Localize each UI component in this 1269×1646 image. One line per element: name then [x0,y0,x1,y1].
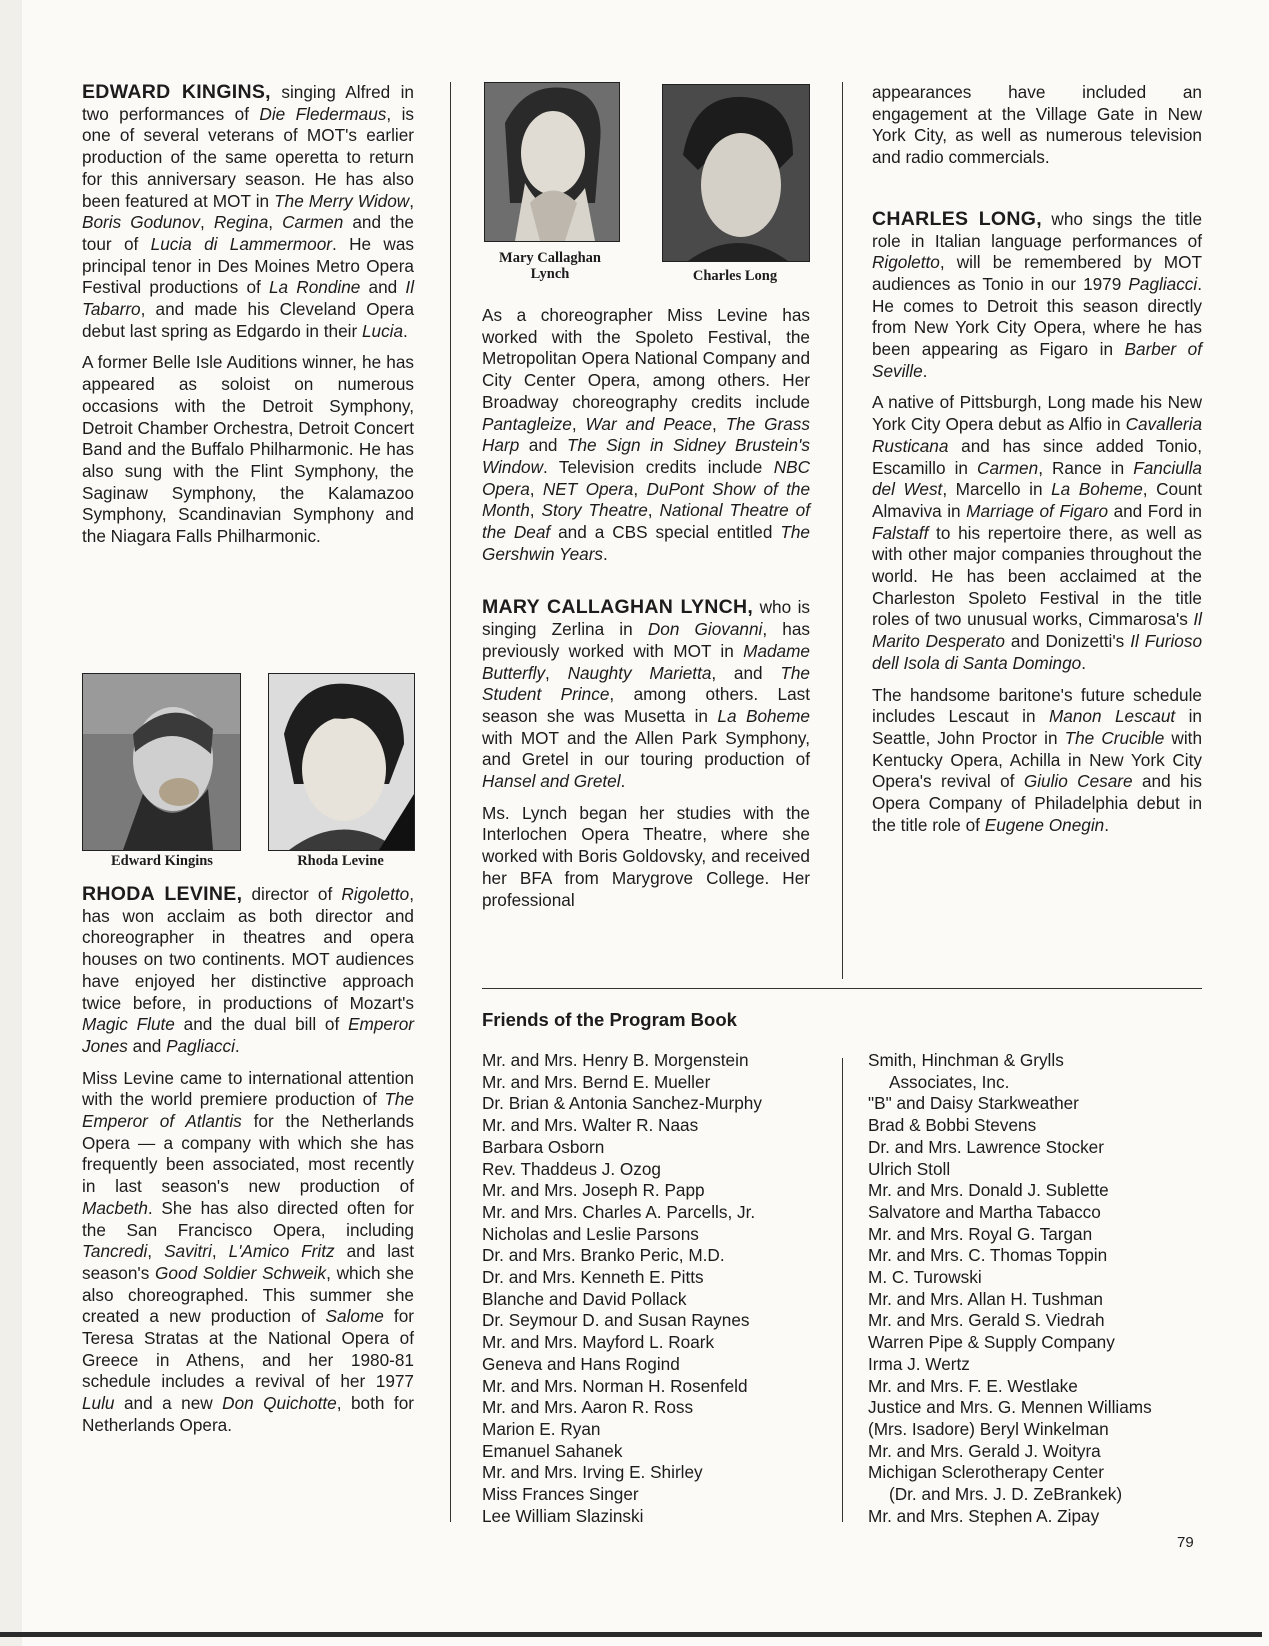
long-bio-paragraph-3: The handsome baritone's future schedule includes Lescaut in Manon Lescaut in Seattle, John Proctor in The Crucible with Kentucky Opera, Achilla in New York City Opera's revival of Giulio Cesare and his Opera Company of Philadelphia debut in the title role of Eugene Onegin. [872,684,1203,835]
caption-mary-callaghan-lynch: Mary Callaghan Lynch [499,250,601,282]
photo-mary-callaghan-lynch [484,82,620,242]
friend-list-item: Lee William Slazinski [482,1505,644,1526]
friend-list-item: M. C. Turowski [868,1267,982,1288]
friend-list-item: Dr. and Mrs. Branko Peric, M.D. [482,1245,725,1266]
friend-list-item: Mr. and Mrs. Irving E. Shirley [482,1462,703,1483]
friends-list-right [868,1050,1218,1527]
friend-list-item: Mr. and Mrs. Stephen A. Zipay [868,1505,1100,1526]
long-bio-paragraph-1 [872,209,1202,383]
caption-charles-long: Charles Long [692,268,778,284]
friends-divider [842,1058,843,1522]
levine-bio-text-1: director of Rigoletto, has won acclaim as both director and choreographer in theatres and opera houses on two continents. MOT audiences have enjoyed her distinctive approach twice before, in productions of Mozart's Magic Flute and the dual bill of Emperor Jones and Pagliacci. [82,884,414,1056]
friends-section-title: Friends of the Program Book [482,1009,737,1030]
friend-list-item: Mr. and Mrs. Bernd E. Mueller [482,1071,711,1092]
lynch-bio-paragraph-3: appearances have included an engagement at the Village Gate in New York City, as well as numerous television and radio commercials. [872,82,1202,168]
friend-list-item: Irma J. Wertz [868,1353,970,1374]
friend-list-item: Warren Pipe & Supply Company [868,1332,1115,1353]
photo-rhoda-levine [268,673,415,851]
friend-list-item: Mr. and Mrs. Royal G. Targan [868,1223,1093,1244]
friend-list-item: Mr. and Mrs. Aaron R. Ross [482,1397,694,1418]
levine-name-lead: RHODA LEVINE, [82,883,243,905]
friend-list-item: (Mrs. Isadore) Beryl Winkelman [868,1418,1109,1439]
kingins-bio-paragraph-2: A former Belle Isle Auditions winner, he has appeared as soloist on numerous occasions with the Detroit Symphony, Detroit Chamber Orchestra, Detroit Concert Band and the Buffalo Philharmonic. He has also sung with the Flint Symphony, the Saginaw Symphony, the Kalamazoo Symphony, Scandinavian Symphony and the Niagara Falls Philharmonic. [82,352,414,547]
long-name-lead: CHARLES LONG, [872,207,1042,230]
friend-list-item: Mr. and Mrs. Walter R. Naas [482,1115,699,1136]
friend-list-item: Justice and Mrs. G. Mennen Williams [868,1397,1152,1418]
column-divider-left [450,82,451,1522]
friend-list-item: Mr. and Mrs. Charles A. Parcells, Jr. [482,1201,756,1222]
friend-list-item: Associates, Inc. [889,1071,1010,1092]
column-left-bottom [82,884,414,1437]
levine-bio-paragraph-1 [82,884,414,1058]
photo-edward-kingins-image [83,674,240,850]
friend-list-item: Emanuel Sahanek [482,1440,623,1461]
kingins-bio-paragraph-1 [82,82,414,342]
column-divider-right [842,82,843,979]
lynch-bio-paragraph-1 [482,597,810,792]
friend-list-item: Dr. and Mrs. Kenneth E. Pitts [482,1267,704,1288]
friend-list-item: Mr. and Mrs. Joseph R. Papp [482,1180,705,1201]
lynch-bio-paragraph-2: Ms. Lynch began her studies with the Interlochen Opera Theatre, where she worked with Boris Goldovsky, and received her BFA from Marygrove College. Her professional [482,802,810,910]
friends-section-rule [482,988,1202,989]
friend-list-item: Mr. and Mrs. F. E. Westlake [868,1375,1078,1396]
lynch-bio-text-1: who is singing Zerlina in Don Giovanni, has previously worked with MOT in Madame Butterfly, Naughty Marietta, and The Student Prince, among others. Last season she was Musetta in La Boheme with MOT and the Allen Park Symphony, and Gretel in our touring production of Hansel and Gretel. [482,597,810,792]
friend-list-item: Mr. and Mrs. Henry B. Morgenstein [482,1050,749,1070]
friend-list-item: Nicholas and Leslie Parsons [482,1223,699,1244]
photo-charles-long-image [663,85,809,261]
friend-list-item: Mr. and Mrs. Donald J. Sublette [868,1180,1109,1201]
friend-list-item: Dr. Seymour D. and Susan Raynes [482,1310,750,1331]
friend-list-item: (Dr. and Mrs. J. D. ZeBrankek) [889,1484,1123,1505]
friend-list-item: Miss Frances Singer [482,1484,639,1505]
friend-list-item: Mr. and Mrs. Gerald S. Viedrah [868,1310,1105,1331]
kingins-bio-text-1: singing Alfred in two performances of Die Fledermaus, is one of several veterans of MOT's earlier production of the same operetta to return for this anniversary season. He has also been featured at MOT in The Merry Widow, Boris Godunov, Regina, Carmen and the tour of Lucia di Lammermoor. He was principal tenor in Des Moines Metro Opera Festival productions of La Rondine and Il Tabarro, and made his Cleveland Opera debut last spring as Edgardo in their Lucia. [82,82,415,341]
column-left-top [82,82,414,548]
friends-list-left [482,1050,832,1527]
friend-list-item: Mr. and Mrs. Mayford L. Roark [482,1332,715,1353]
kingins-name-lead: EDWARD KINGINS, [82,81,271,103]
photo-edward-kingins [82,673,241,851]
friend-list-item: Smith, Hinchman & Grylls [868,1050,1064,1070]
caption-rhoda-levine: Rhoda Levine [297,853,384,869]
page-number: 79 [1177,1534,1194,1551]
friend-list-item: Ulrich Stoll [868,1158,951,1179]
photo-mary-callaghan-lynch-image [485,83,619,241]
friend-list-item: Mr. and Mrs. Norman H. Rosenfeld [482,1375,748,1396]
page-edge [0,0,22,1646]
friend-list-item: Mr. and Mrs. Gerald J. Woityra [868,1440,1101,1461]
friend-list-item: Michigan Sclerotherapy Center [868,1462,1104,1483]
levine-bio-paragraph-2: Miss Levine came to international attention with the world premiere production of The Emperor of Atlantis for the Netherlands Opera — a company with which she has frequently been associated, most recently in last season's new production of Macbeth. She has also directed often for the San Francisco Opera, including Tancredi, Savitri, L'Amico Fritz and last season's Good Soldier Schweik, which she also choreographed. This summer she created a new production of Salome for Teresa Stratas at the National Opera of Greece in Athens, and her 1980-81 schedule includes a revival of her 1977 Lulu and a new Don Quichotte, both for Netherlands Opera. [82,1067,415,1435]
long-bio-paragraph-2: A native of Pittsburgh, Long made his New York City Opera debut as Alfio in Cavalleria Rusticana and has since added Tonio, Escamillo in Carmen, Rance in Fanciulla del West, Marcello in La Boheme, Count Almaviva in Marriage of Figaro and Ford in Falstaff to his repertoire there, as well as with other major companies throughout the world. He has been acclaimed at the Charleston Spoleto Festival in the title roles of two unusual works, Cimmarosa's Il Marito Desperato and Donizetti's Il Furioso dell Isola di Santa Domingo. [872,392,1203,673]
photo-charles-long [662,84,810,262]
friend-list-item: Mr. and Mrs. Allan H. Tushman [868,1288,1103,1309]
friend-list-item: Mr. and Mrs. C. Thomas Toppin [868,1245,1108,1266]
photo-rhoda-levine-image [269,674,414,850]
friend-list-item: "B" and Daisy Starkweather [868,1093,1079,1114]
column-right [872,82,1202,837]
page-bottom-rule [0,1632,1262,1637]
caption-edward-kingins: Edward Kingins [111,853,213,869]
friend-list-item: Geneva and Hans Rogind [482,1353,680,1374]
friend-list-item: Blanche and David Pollack [482,1288,687,1309]
friend-list-item: Dr. Brian & Antonia Sanchez-Murphy [482,1093,762,1114]
friend-list-item: Dr. and Mrs. Lawrence Stocker [868,1136,1104,1157]
friend-list-item: Rev. Thaddeus J. Ozog [482,1158,661,1179]
column-middle [482,305,810,911]
friend-list-item: Marion E. Ryan [482,1418,601,1439]
friend-list-item: Salvatore and Martha Tabacco [868,1201,1101,1222]
lynch-name-lead: MARY CALLAGHAN LYNCH, [482,596,754,619]
long-bio-text-1: who sings the title role in Italian language performances of Rigoletto, will be remembered by MOT audiences as Tonio in our 1979 Pagliacci. He comes to Detroit this season directly from New York City Opera, where he has been appearing as Figaro in Barber of Seville. [872,208,1203,381]
levine-bio-paragraph-3: As a choreographer Miss Levine has worked with the Spoleto Festival, the Metropolitan Opera National Company and City Center Opera, among others. Her Broadway choreography credits include Pantagleize, War and Peace, The Grass Harp and The Sign in Sidney Brustein's Window. Television credits include NBC Opera, NET Opera, DuPont Show of the Month, Story Theatre, National Theatre of the Deaf and a CBS special entitled The Gershwin Years. [482,305,811,564]
friend-list-item: Brad & Bobbi Stevens [868,1115,1037,1136]
friend-list-item: Barbara Osborn [482,1136,605,1157]
